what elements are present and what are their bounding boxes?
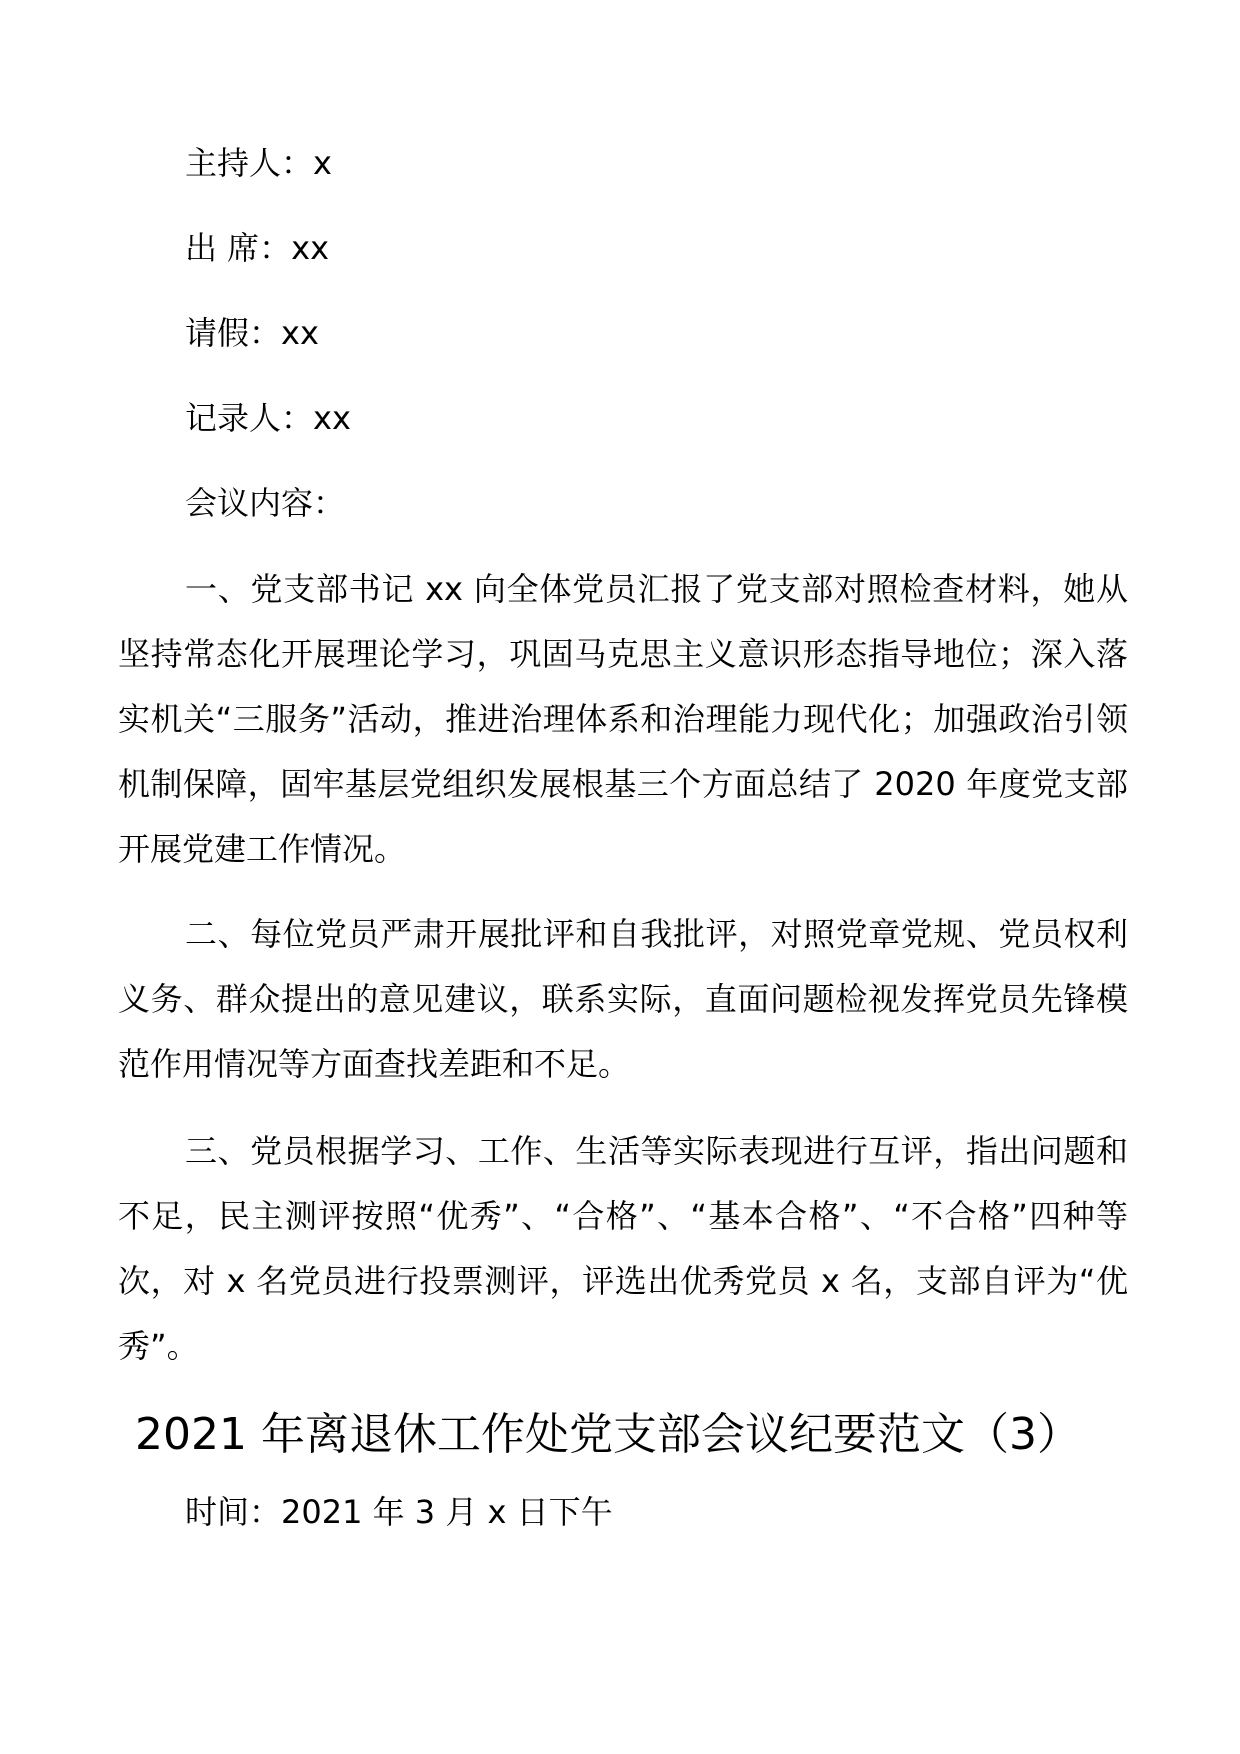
leave-line: 请假：xx	[185, 314, 319, 352]
paragraph-2: 二、每位党员严肃开展批评和自我批评，对照党章党规、党员权利义务、群众提出的意见建议，联系实际，直面问题检视发挥党员先锋模范作用情况等方面查找差距和不足。	[118, 915, 1128, 1083]
host-line: 主持人：x	[185, 144, 332, 182]
section-title: 2021 年离退休工作处党支部会议纪要范文（3）	[135, 1409, 1081, 1460]
paragraph-3: 三、党员根据学习、工作、生活等实际表现进行互评，指出问题和不足，民主测评按照“优秀”、“合格”、“基本合格”、“不合格”四种等次，对 x 名党员进行投票测评，评选出优秀党员 x 名，支部自评为“优秀”。	[118, 1132, 1128, 1365]
content-label: 会议内容：	[185, 484, 346, 522]
paragraph-1: 一、党支部书记 xx 向全体党员汇报了党支部对照检查材料，她从坚持常态化开展理论学习，巩固马克思主义意识形态指导地位；深入落实机关“三服务”活动，推进治理体系和治理能力现代化；加强政治引领机制保障，固牢基层党组织发展根基三个方面总结了 2020 年度党支部开展党建工作情况。	[118, 570, 1128, 868]
time-line: 时间：2021 年 3 月 x 日下午	[185, 1493, 613, 1531]
attend-line: 出 席：xx	[185, 229, 330, 267]
recorder-line: 记录人：xx	[185, 399, 351, 437]
